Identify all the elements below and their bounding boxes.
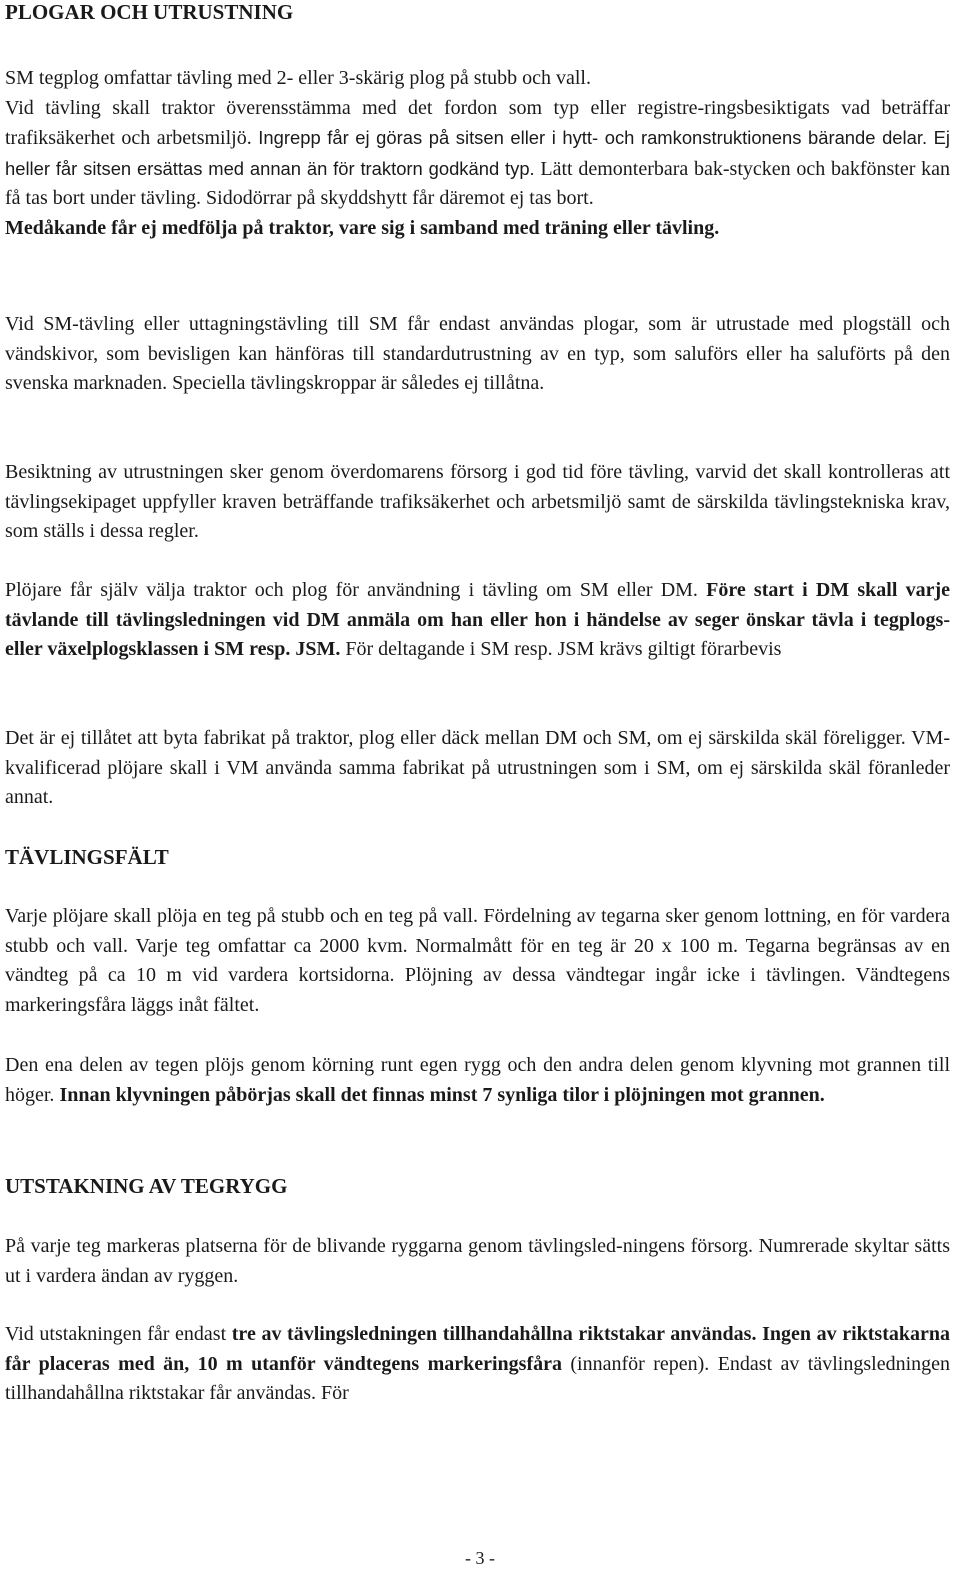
paragraph-teg: Varje plöjare skall plöja en teg på stubb och en teg på vall. Fördelning av tegarna sker genom lottning, en för vardera stubb och vall. Varje teg omfattar ca 2000 kvm. Normalmått för en teg är 20 x 100 m. Tegarna begränsas av en vändteg på ca 10 m vid vardera kortsidorna. Plöjning av dessa vändtegar ingår icke i tävlingen. Vändtegens markeringsfåra läggs inåt fältet. — [5, 905, 950, 1016]
ingrepp-text: Ingrepp får ej göras på sitsen eller i hytt- och ramkonstruktionens bärande delar. Ej heller får sitsen ersättas med annan än för traktorn godkänd typ. — [5, 127, 950, 179]
paragraph-riktstakar — [5, 1320, 950, 1409]
heading-plogar-och-utrustning: PLOGAR OCH UTRUSTNING — [5, 0, 294, 24]
heading-utstakning-av-tegrygg: UTSTAKNING AV TEGRYGG — [5, 1174, 288, 1198]
paragraph-tegplog — [5, 64, 950, 244]
utstakning-text: Vid utstakningen får endast — [5, 1323, 227, 1345]
medakande-bold-text: Medåkande får ej medfölja på traktor, vare sig i samband med träning eller tävling. — [5, 216, 720, 239]
paragraph-fabrikat: Det är ej tillåtet att byta fabrikat på traktor, plog eller däck mellan DM och SM, om ej särskilda skäl föreligger. VM-kvalificerad plöjare skall i VM använda samma fabrikat på utrustningen som i SM, om ej särskilda skäl föranleder annat. — [5, 727, 950, 809]
tegplog-intro-line: SM tegplog omfattar tävling med 2- eller 3-skärig plog på stubb och vall. — [5, 67, 591, 89]
heading-tavlingsfalt: TÄVLINGSFÄLT — [5, 845, 169, 869]
demonterbara-text: Lätt demonterbara bak-stycken och bakfönster kan få tas bort under tävling. Sidodörrar på skyddshytt får däremot ej tas bort. — [5, 157, 950, 210]
page-number: - 3 - — [465, 1548, 495, 1568]
innanfor-repen-text: (innanför repen). Endast av tävlingsledningen tillhandahållna riktstakar får användas. För — [5, 1352, 951, 1405]
paragraph-klyvning — [5, 1051, 950, 1110]
fore-start-bold-text: Före start i DM skall varje tävlande till tävlingsledningen vid DM anmäla om han eller hon i händelse av seger önskar tävla i tegplogs- eller växelplogsklassen i SM resp. JSM. — [5, 579, 950, 661]
klyvning-text: Den ena delen av tegen plöjs genom körning runt egen rygg och den andra delen genom klyvning mot grannen till höger. — [5, 1054, 950, 1106]
paragraph-besiktning: Besiktning av utrustningen sker genom överdomarens försorg i god tid före tävling, varvid det skall kontrolleras att tävlingsekipaget uppfyller kraven beträffande trafiksäkerhet och arbetsmiljö samt de särskilda tävlingstekniska krav, som ställs i dessa regler. — [5, 461, 950, 543]
innan-klyvningen-bold-text: Innan klyvningen påbörjas skall det finnas minst 7 synliga tilor i plöjningen mot grannen. — [54, 1083, 825, 1106]
plojare-text: Plöjare får själv välja traktor och plog för användning i tävling om SM eller DM. — [5, 579, 698, 601]
paragraph-markering: På varje teg markeras platserna för de blivande ryggarna genom tävlingsled-ningens försorg. Numrerade skyltar sätts ut i vardera ändan av ryggen. — [5, 1235, 950, 1287]
deltagande-text: För deltagande i SM resp. JSM krävs giltigt förarbevis — [340, 638, 782, 661]
traktor-text: Vid tävling skall traktor överensstämma med det fordon som typ eller registre-ringsbesiktigats vad beträffar trafiksäkerhet och arbetsmiljö. — [5, 96, 950, 150]
paragraph-sm-tavling: Vid SM-tävling eller uttagningstävling till SM får endast användas plogar, som är utrustade med plogställ och vändskivor, som bevisligen kan hänföras till standardutrustning av en typ, som saluförs eller ha saluförts på den svenska marknaden. Speciella tävlingskroppar är således ej tillåtna. — [5, 313, 950, 395]
riktstakar-bold-text: tre av tävlingsledningen tillhandahållna riktstakar användas. Ingen av riktstakarna får placeras med än, 10 m utanför vändtegens markeringsfåra — [5, 1323, 951, 1375]
paragraph-plojare-val — [5, 576, 950, 665]
